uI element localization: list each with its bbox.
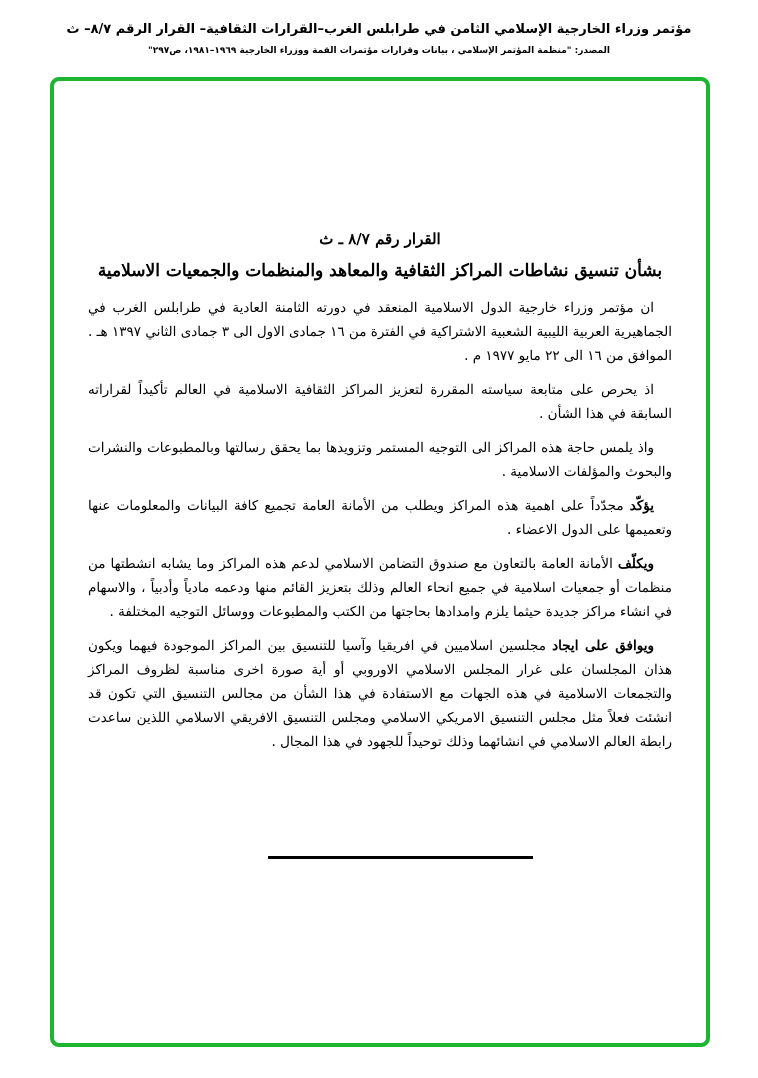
resolution-subject: بشأن تنسيق نشاطات المراكز الثقافية والمعاهد والمنظمات والجمعيات الاسلامية: [97, 261, 663, 281]
paragraph-text: الأمانة العامة بالتعاون مع صندوق التضامن الاسلامي لدعم هذه المراكز وما يشابه انشطتها من منظمات أو جمعيات اسلامية في جميع انحاء العالم وذلك بتعزيز القائم منها ودعمه مادياً وأدبياً ، والاسهام في انشاء مراكز جديدة حيثما يلزم وامدادها بحاجتها من الكتب والمطبوعات ووسائل التوجيه المختلفة .: [88, 556, 672, 620]
paragraph-text: ان مؤتمر وزراء خارجية الدول الاسلامية المنعقد في دورته الثامنة العادية في طرابلس الغرب في الجماهيرية العربية الليبية الشعبية الاشتراكية في الفترة من ١٦ جمادى الاول الى ٣ جمادى الثاني ١٣٩٧ هـ . الموافق من ١٦ الى ٢٢ مايو ١٩٧٧ م .: [88, 300, 673, 364]
resolution-paragraph: [88, 552, 672, 624]
resolution-document: [88, 228, 672, 764]
paragraph-text: اذ يحرص على متابعة سياسته المقررة لتعزيز المراكز الثقافية الاسلامية في العالم تأكيداً لقراراته السابقة في هذا الشأن .: [88, 382, 672, 422]
paragraph-text: مجلسين اسلاميين في افريقيا وآسيا للتنسيق بين المراكز الموجودة فيهما ويكون هذان المجلسان على غرار المجلس الاسلامي الاوروبي أو أية صورة اخرى مناسبة لظروف المراكز والتجمعات الاسلامية في هذه الجهات مع الاستفادة في هذا الشأن من مجالس التنسيق التي تكون قد انشئت فعلاً مثل مجلس التنسيق الامريكي الاسلامي ومجلس التنسيق الافريقي الاسلامي اللذين ساعدت رابطة العالم الاسلامي في انشائهما وذلك توحيداً للجهود في هذا المجال .: [88, 638, 672, 750]
resolution-paragraph: [88, 296, 672, 368]
resolution-paragraph: [88, 378, 672, 426]
paragraph-text: واذ يلمس حاجة هذه المراكز الى التوجيه المستمر وتزويدها بما يحقق رسالتها وبالمطبوعات والنشرات والبحوث والمؤلفات الاسلامية .: [88, 440, 672, 480]
paragraph-lead: ويكلّف: [617, 556, 654, 572]
resolution-paragraph: [88, 494, 672, 542]
resolution-number: القرار رقم ٨/٧ ـ ث: [319, 230, 441, 248]
end-divider-line: [268, 856, 533, 859]
paragraph-lead: يؤكّد: [629, 498, 654, 514]
resolution-paragraph: [88, 436, 672, 484]
paragraph-text: مجدّداً على اهمية هذه المراكز ويطلب من الأمانة العامة تجميع كافة البيانات والمعلومات عنها وتعميمها على الدول الاعضاء .: [88, 498, 672, 538]
document-header-title: مؤتمر وزراء الخارجية الإسلامي الثامن في طرابلس الغرب–القرارات الثقافية– القرار الرقم ٨/٧– ث: [66, 22, 692, 37]
paragraph-lead: ويوافق على ايجاد: [552, 638, 654, 654]
resolution-paragraph: [88, 634, 672, 754]
document-source-citation: المصدر: "منظمة المؤتمر الإسلامي ، بيانات وقرارات مؤتمرات القمة ووزراء الخارجية ١٩٦٩–١٩٨١، ص٢٩٧": [148, 46, 610, 56]
